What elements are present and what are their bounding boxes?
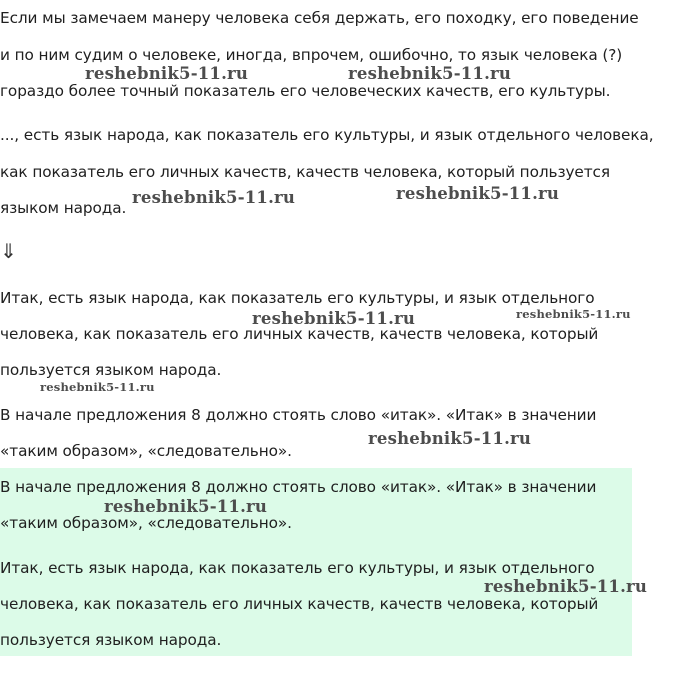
watermark: reshebnik5-11.ru [40, 380, 155, 394]
answer-line: человека, как показатель его личных качеств, качеств человека, который [0, 595, 599, 613]
answer-line: В начале предложения 8 должно стоять слово «итак». «Итак» в значении [0, 478, 597, 496]
watermark: reshebnik5-11.ru [516, 307, 631, 321]
watermark: reshebnik5-11.ru [368, 429, 532, 448]
answer-line: «таким образом», «следовательно». [0, 514, 292, 532]
text-line: человека, как показатель его личных качеств, качеств человека, который [0, 325, 599, 343]
watermark: reshebnik5-11.ru [85, 64, 249, 83]
watermark: reshebnik5-11.ru [252, 309, 416, 328]
watermark: reshebnik5-11.ru [104, 497, 268, 516]
answer-line: Итак, есть язык народа, как показатель его культуры, и язык отдельного [0, 559, 595, 577]
text-line: языком народа. [0, 199, 127, 217]
text-line: гораздо более точный показатель его человеческих качеств, его культуры. [0, 82, 611, 100]
text-line: «таким образом», «следовательно». [0, 442, 292, 460]
watermark: reshebnik5-11.ru [132, 188, 296, 207]
text-line: пользуется языком народа. [0, 361, 222, 379]
text-line: и по ним судим о человеке, иногда, впрочем, ошибочно, то язык человека (?) [0, 46, 623, 64]
watermark: reshebnik5-11.ru [348, 64, 512, 83]
text-line: Если мы замечаем манеру человека себя держать, его походку, его поведение [0, 9, 639, 27]
answer-line: пользуется языком народа. [0, 631, 222, 649]
down-arrow-icon: ⇓ [0, 239, 17, 263]
text-line: ..., есть язык народа, как показатель его культуры, и язык отдельного человека, [0, 126, 654, 144]
watermark: reshebnik5-11.ru [396, 184, 560, 203]
text-line: Итак, есть язык народа, как показатель его культуры, и язык отдельного [0, 289, 595, 307]
watermark: reshebnik5-11.ru [484, 577, 648, 596]
text-line: В начале предложения 8 должно стоять слово «итак». «Итак» в значении [0, 406, 597, 424]
text-line: как показатель его личных качеств, качеств человека, который пользуется [0, 163, 610, 181]
